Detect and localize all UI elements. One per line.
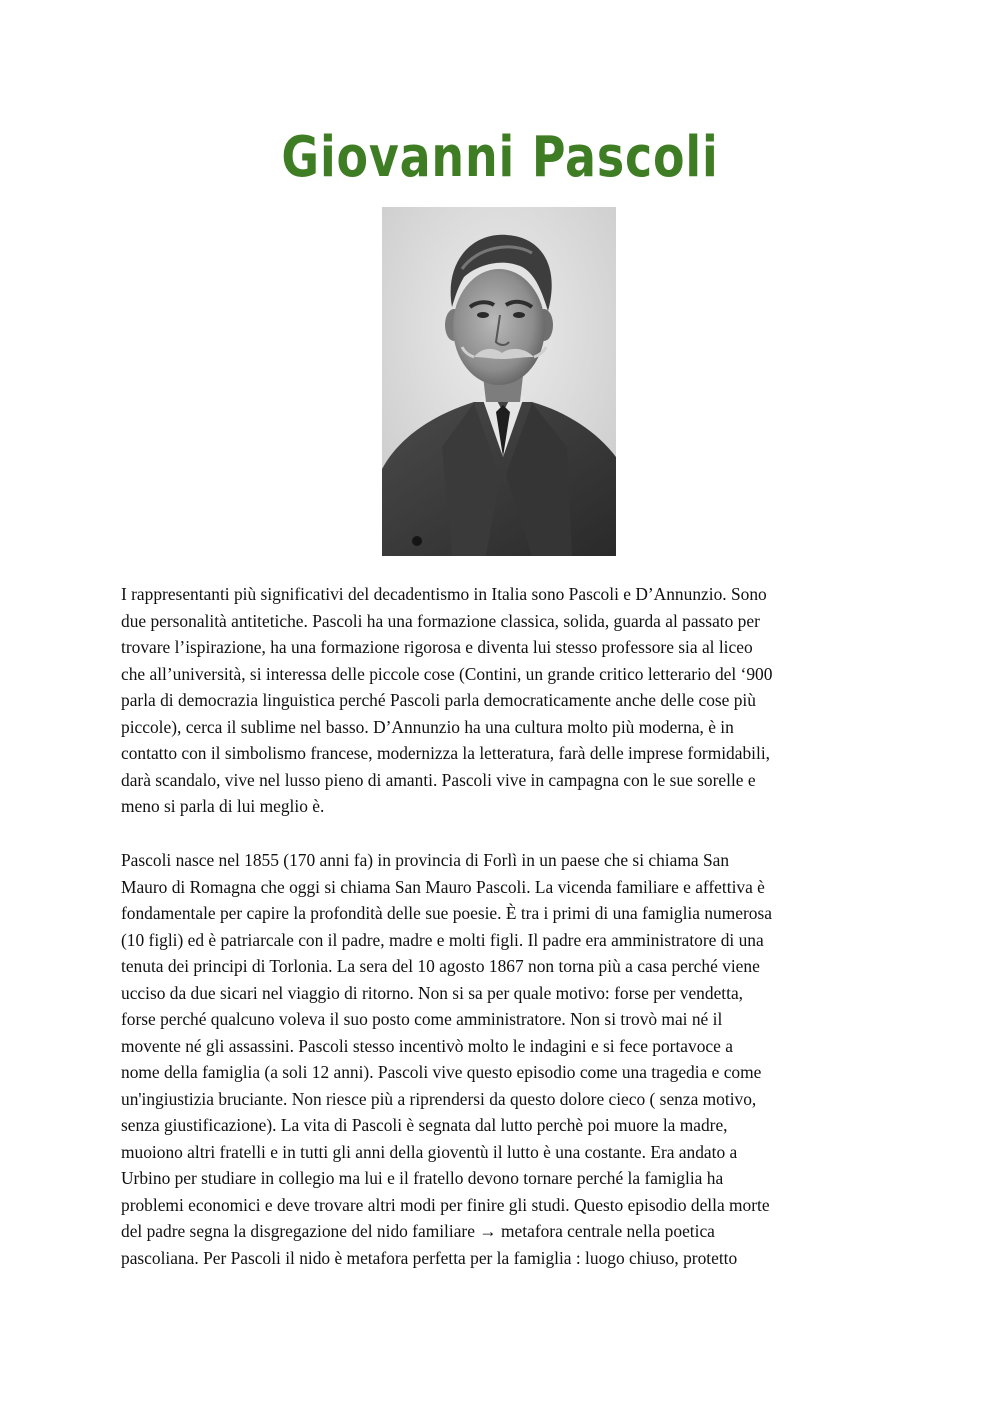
text-line: darà scandalo, vive nel lusso pieno di amanti. Pascoli vive in campagna con le sue sorelle e — [121, 769, 756, 790]
text-line: fondamentale per capire la profondità delle sue poesie. È tra i primi di una famiglia numerosa — [121, 903, 772, 923]
text-line: un'ingiustizia bruciante. Non riesce più a riprendersi da questo dolore cieco ( senza motivo, — [121, 1088, 757, 1109]
text-line: che all’università, si interessa delle piccole cose (Contini, un grande critico letterario del ‘900 — [121, 663, 773, 684]
text-line: contatto con il simbolismo francese, modernizza la letteratura, farà delle imprese formidabili, — [121, 743, 770, 763]
text-line: movente né gli assassini. Pascoli stesso incentivò molto le indagini e si fece portavoce a — [121, 1035, 733, 1056]
paragraph-1 — [121, 581, 891, 820]
text-line: I rappresentanti più significativi del decadentismo in Italia sono Pascoli e D’Annunzio. Sono — [121, 584, 767, 604]
text-line: piccole), cerca il sublime nel basso. D’Annunzio ha una cultura molto più moderna, è in — [121, 716, 734, 737]
text-line: tenuta dei principi di Torlonia. La sera del 10 agosto 1867 non torna più a casa perché viene — [121, 956, 760, 976]
paragraph-2 — [121, 847, 891, 1271]
text-line: forse perché qualcuno voleva il suo posto come amministratore. Non si trovò mai né il — [121, 1009, 723, 1029]
text-line: del padre segna la disgregazione del nido familiare → metafora centrale nella poetica — [121, 1221, 715, 1241]
portrait-photo-icon — [382, 207, 616, 556]
text-line: meno si parla di lui meglio è. — [121, 796, 325, 816]
page-title: Giovanni Pascoli — [281, 125, 719, 190]
text-line: problemi economici e deve trovare altri modi per finire gli studi. Questo episodio della morte — [121, 1194, 770, 1215]
text-line: nome della famiglia (a soli 12 anni). Pascoli vive questo episodio come una tragedia e come — [121, 1062, 762, 1082]
text-line: pascoliana. Per Pascoli il nido è metafora perfetta per la famiglia : luogo chiuso, protetto — [121, 1247, 738, 1268]
text-line: Pascoli nasce nel 1855 (170 anni fa) in provincia di Forlì in un paese che si chiama San — [121, 850, 730, 870]
text-line: due personalità antitetiche. Pascoli ha una formazione classica, solida, guarda al passato per — [121, 610, 760, 631]
text-line: (10 figli) ed è patriarcale con il padre, madre e molti figli. Il padre era amministratore di una — [121, 929, 764, 950]
text-line: Mauro di Romagna che oggi si chiama San Mauro Pascoli. La vicenda familiare e affettiva è — [121, 876, 765, 897]
portrait-photo — [382, 207, 616, 556]
text-line: trovare l’ispirazione, ha una formazione rigorosa e diventa lui stesso professore sia al liceo — [121, 637, 753, 657]
text-line: parla di democrazia linguistica perché Pascoli parla democraticamente anche delle cose più — [121, 690, 756, 710]
text-line: senza giustificazione). La vita di Pascoli è segnata dal lutto perchè poi muore la madre, — [121, 1115, 728, 1135]
text-line: muoiono altri fratelli e in tutti gli anni della gioventù il lutto è una costante. Era andato a — [121, 1141, 738, 1162]
text-line: Urbino per studiare in collegio ma lui e il fratello devono tornare perché la famiglia ha — [121, 1168, 724, 1188]
text-line: ucciso da due sicari nel viaggio di ritorno. Non si sa per quale motivo: forse per vendetta, — [121, 982, 744, 1003]
